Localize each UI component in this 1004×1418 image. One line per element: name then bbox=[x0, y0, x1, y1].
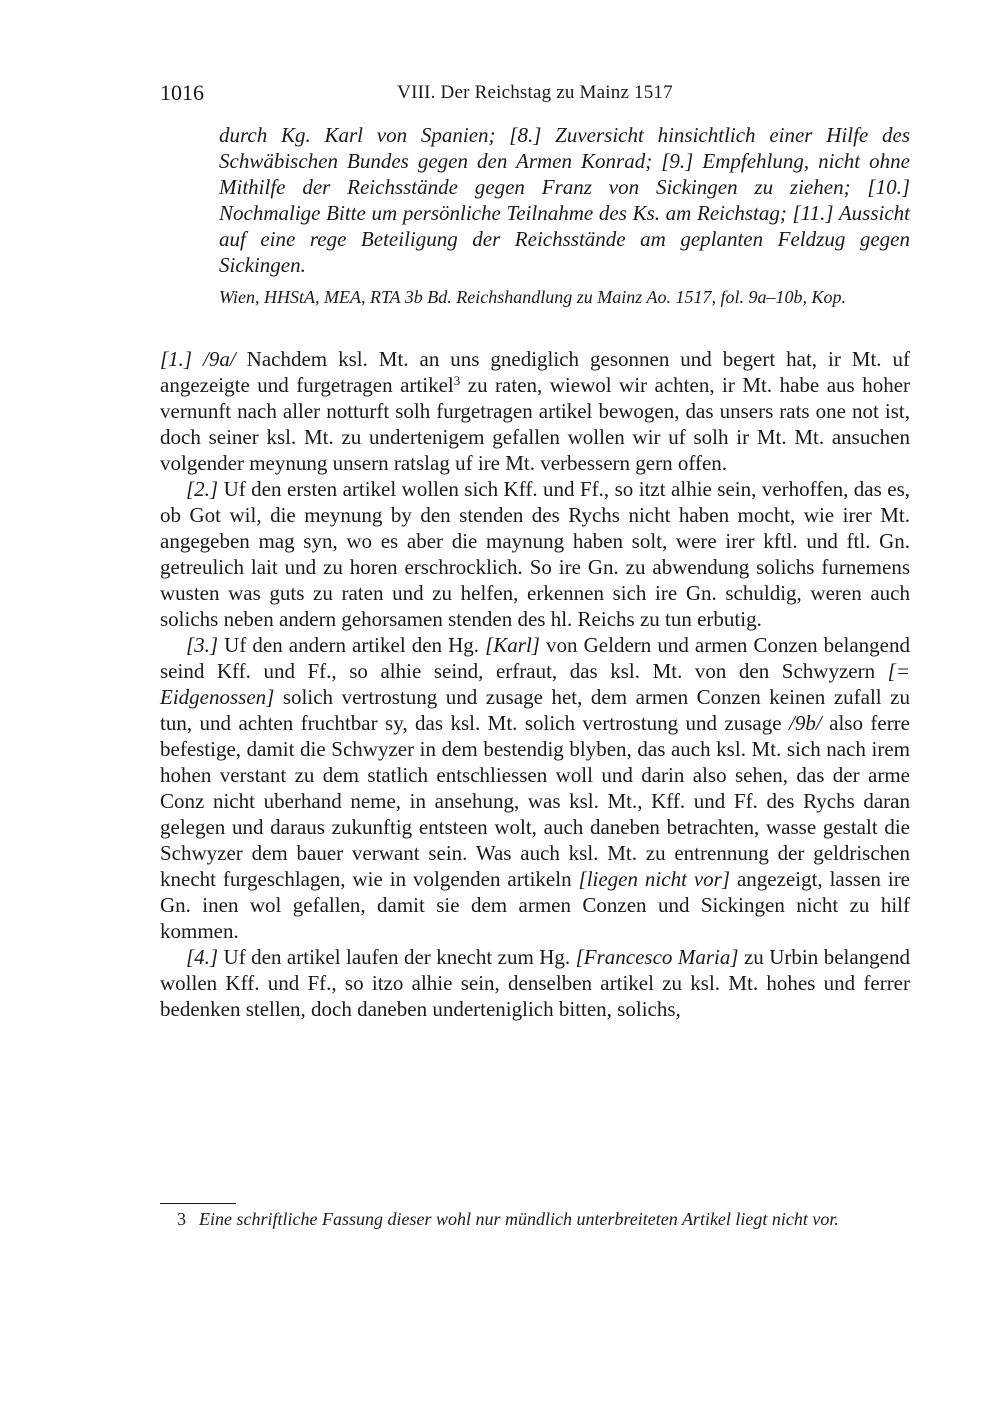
paragraph-text: zu Urbin belangend wollen Kff. und Ff., so itzo alhie sein, denselben artikel zu ksl. Mt. hohes und ferrer bedenken stellen, doch daneben underteniglich bitten, solichs, bbox=[160, 945, 910, 1021]
paragraph-text: von Geldern und armen Conzen belangend seind Kff. und Ff., so alhie seind, erfraut, das ksl. Mt. von den Schwyzern bbox=[160, 633, 910, 683]
paragraph-text: solich vertrostung und zusage het, dem armen Conzen keinen zufall zu tun, und achten fruchtbar sy, das ksl. Mt. solich vertrostung und zusage bbox=[160, 685, 910, 735]
editorial-note: [liegen nicht vor] bbox=[578, 867, 731, 891]
footnote-text: Eine schriftliche Fassung dieser wohl nur mündlich unterbreiteten Artikel liegt nicht vor. bbox=[199, 1209, 839, 1229]
paragraph-text: Uf den andern artikel den Hg. bbox=[218, 633, 486, 657]
paragraph-marker: [3.] bbox=[186, 633, 219, 657]
page-header bbox=[160, 80, 910, 108]
footnote-reference[interactable]: 3 bbox=[453, 373, 461, 388]
paragraph-text: Nachdem ksl. Mt. an uns gnediglich gesonnen und begert hat, ir Mt. uf angezeigte und furgetragen artikel bbox=[160, 347, 910, 397]
paragraph-marker: [2.] bbox=[186, 477, 219, 501]
page-number: 1016 bbox=[160, 80, 204, 105]
source-text: Wien, HHStA, MEA, RTA 3b Bd. Reichshandlung zu Mainz Ao. 1517, fol. 9a–10b, Kop. bbox=[219, 287, 846, 307]
paragraph-marker: [4.] bbox=[186, 945, 219, 969]
paragraph-text: Uf den artikel laufen der knecht zum Hg. bbox=[218, 945, 576, 969]
paragraph-text: angezeigt, lassen ire Gn. inen wol gefallen, damit sie dem armen Conzen und Sickingen nicht zu hilf kommen. bbox=[160, 867, 911, 943]
paragraph-marker: [1.] /9a/ bbox=[160, 347, 236, 371]
regest-text: durch Kg. Karl von Spanien; [8.] Zuversicht hinsichtlich einer Hilfe des Schwäbischen Bundes gegen den Armen Konrad; [9.] Empfehlung, nicht ohne Mithilfe der Reichsstände gegen Franz von Sickingen zu ziehen; [10.] Nochmalige Bitte um persönliche Teilnahme des Ks. am Reichstag; [11.] Aussicht auf eine rege Beteiligung der Reichsstände am geplanten Feldzug gegen Sickingen. bbox=[219, 123, 910, 277]
running-title: VIII. Der Reichstag zu Mainz 1517 bbox=[397, 82, 673, 103]
footnote-divider bbox=[160, 1203, 236, 1204]
editorial-note: [= Eidgenossen] bbox=[160, 659, 910, 709]
folio-marker: /9b/ bbox=[789, 711, 822, 735]
paragraph-3 bbox=[160, 632, 910, 944]
paragraph-text: zu raten, wiewol wir achten, ir Mt. habe aus hoher vernunft nach aller notturft solh furgetragen artikel bewogen, das unsers rats one not ist, doch seiner ksl. Mt. zu undertenigem gefallen wollen wir uf solh ir Mt. Mt. ansuchen volgender meynung unsern ratslag uf ire Mt. verbessern gern offen. bbox=[160, 373, 911, 475]
editorial-note: [Francesco Maria] bbox=[575, 945, 739, 969]
paragraph-4 bbox=[160, 944, 910, 1022]
paragraph-2 bbox=[160, 476, 910, 632]
paragraph-1 bbox=[160, 346, 910, 476]
paragraph-text: also ferre befestige, damit die Schwyzer in dem bestendig blyben, das auch ksl. Mt. sich nach irem hohen verstant zu dem statlich entschliessen woll und darin also sehen, das der arme Conz nicht uberhand neme, in ansehung, was ksl. Mt., Kff. und Ff. des Rychs daran gelegen und daraus zukunftig entsteen wolt, auch daneben betrachten, wasse gestalt die Schwyzer dem bauer verwant sein. Was auch ksl. Mt. zu entrennung der geldrischen knecht furgeschlagen, wie in volgenden artikeln bbox=[160, 711, 910, 891]
main-text bbox=[160, 346, 910, 1022]
footnote-number: 3 bbox=[177, 1209, 186, 1229]
editorial-note: [Karl] bbox=[485, 633, 540, 657]
paragraph-text: Uf den ersten artikel wollen sich Kff. und Ff., so itzt alhie sein, verhoffen, das es, ob Got wil, die meynung by den stenden des Rychs nicht haben mocht, wie irer Mt. angegeben mag syn, wo es aber die maynung haben solt, were irer kftl. und ftl. Gn. getreulich lait und zu horen erschrocklich. So ire Gn. zu abwendung solichs furnemens wusten was guts zu raten und zu helfen, erkennen sich ire Gn. schuldig, weren auch solichs neben andern gehorsamen stenden des hl. Reichs zu tun erbutig. bbox=[160, 477, 910, 631]
footnote bbox=[160, 1208, 910, 1231]
source-citation bbox=[219, 286, 910, 309]
regest-summary bbox=[219, 122, 910, 278]
